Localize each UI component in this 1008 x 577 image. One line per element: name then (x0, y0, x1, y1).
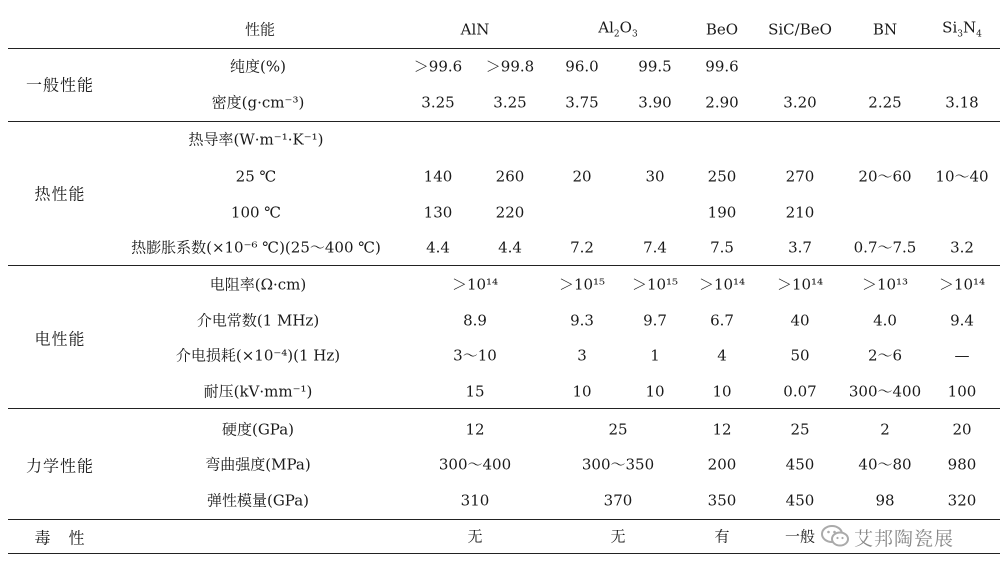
table-cell: 1 (650, 346, 660, 365)
label-resistivity: 电阻率(Ω·cm) (209, 275, 307, 294)
table-cell: 20 (952, 420, 972, 439)
table-cell: 100 (947, 382, 977, 401)
table-cell: 3.18 (945, 93, 979, 112)
table-cell: ＞10¹⁴ (698, 275, 746, 294)
table-rule (8, 121, 1000, 122)
table-cell: 2.90 (705, 93, 739, 112)
header-beo: BeO (705, 20, 739, 39)
table-cell: 0.7～7.5 (853, 238, 917, 257)
table-cell: 220 (495, 203, 525, 222)
label-flexural-strength: 弯曲强度(MPa) (205, 455, 311, 474)
table-cell: 30 (645, 167, 665, 186)
label-dielectric-loss: 介电损耗(×10⁻⁴)(1 Hz) (175, 346, 341, 365)
table-cell: 99.6 (705, 57, 739, 76)
table-cell: 50 (790, 346, 810, 365)
table-cell: 450 (785, 491, 815, 510)
table-cell: 99.5 (638, 57, 672, 76)
table-cell: 4.0 (873, 311, 897, 330)
table-cell: 3.90 (638, 93, 672, 112)
table-cell: 370 (603, 491, 633, 510)
table-cell: 260 (495, 167, 525, 186)
table-cell: 300～400 (438, 455, 512, 474)
table-cell: 3.7 (788, 238, 812, 257)
table-cell: 15 (465, 382, 485, 401)
header-property: 性能 (244, 20, 276, 39)
table-cell: ＞10¹⁵ (631, 275, 679, 294)
table-cell: 40～80 (858, 455, 912, 474)
table-cell: ＞10¹⁵ (558, 275, 606, 294)
label-withstand-voltage: 耐压(kV·mm⁻¹) (203, 382, 313, 401)
table-cell: 2.25 (868, 93, 902, 112)
table-cell: 无 (467, 527, 483, 546)
table-cell: 10 (712, 382, 732, 401)
table-cell: ＞10¹⁴ (451, 275, 499, 294)
table-cell: 3.25 (421, 93, 455, 112)
table-cell: 10 (645, 382, 665, 401)
table-cell: 3.2 (950, 238, 974, 257)
table-cell: — (954, 346, 970, 365)
table-cell: 有 (714, 527, 730, 546)
header-al2o3: $Al_2O_3$ (598, 18, 638, 40)
table-cell: 4 (717, 346, 727, 365)
table-cell: 25 (608, 420, 628, 439)
table-cell: 3.75 (565, 93, 599, 112)
label-density: 密度(g·cm⁻³) (211, 93, 305, 112)
group-electrical: 电性能 (34, 329, 86, 349)
table-cell: 96.0 (565, 57, 599, 76)
table-cell: 7.2 (570, 238, 594, 257)
table-cell: 9.4 (950, 311, 974, 330)
table-rule (8, 408, 1000, 409)
wechat-icon (820, 523, 850, 549)
table-cell: 无 (610, 527, 626, 546)
table-rule (8, 265, 1000, 266)
table-cell: 7.5 (710, 238, 734, 257)
table-cell: 9.3 (570, 311, 594, 330)
table-cell: 350 (707, 491, 737, 510)
label-elastic-modulus: 弹性模量(GPa) (206, 491, 310, 510)
table-cell: 3～10 (453, 346, 497, 365)
table-cell: 98 (875, 491, 895, 510)
table-cell: 300～350 (581, 455, 655, 474)
table-cell: 2 (880, 420, 890, 439)
table-cell: 130 (423, 203, 453, 222)
table-cell: 一般 (784, 527, 816, 546)
table-cell: ＞10¹⁴ (776, 275, 824, 294)
label-100c: 100 ℃ (230, 203, 282, 222)
table-cell: 12 (712, 420, 732, 439)
header-aln: AlN (460, 20, 490, 39)
table-cell: ＞10¹⁴ (938, 275, 986, 294)
table-cell: 20 (572, 167, 592, 186)
label-purity: 纯度(%) (230, 57, 286, 76)
table-rule (8, 553, 1000, 554)
group-mechanical: 力学性能 (25, 456, 95, 476)
table-cell: 7.4 (643, 238, 667, 257)
header-sic-beo: SiC/BeO (768, 20, 832, 39)
table-cell: 270 (785, 167, 815, 186)
header-bn: BN (872, 20, 898, 39)
label-25c: 25 ℃ (235, 167, 277, 186)
table-cell: 10～40 (935, 167, 989, 186)
table-cell: 6.7 (710, 311, 734, 330)
group-general: 一般性能 (25, 75, 95, 95)
table-cell: 25 (790, 420, 810, 439)
table-cell: 8.9 (463, 311, 487, 330)
table-cell: 3.25 (493, 93, 527, 112)
group-toxicity: 毒 性 (34, 528, 86, 548)
table-cell: 9.7 (643, 311, 667, 330)
label-thermal-conductivity: 热导率(W·m⁻¹·K⁻¹) (188, 130, 324, 149)
table-cell: 2～6 (867, 346, 903, 365)
table-cell: 0.07 (783, 382, 817, 401)
table-cell: 40 (790, 311, 810, 330)
table-cell: 320 (947, 491, 977, 510)
wechat-watermark (820, 520, 1000, 552)
table-cell: 3.20 (783, 93, 817, 112)
table-cell: ＞10¹³ (861, 275, 909, 294)
table-cell: 300～400 (848, 382, 922, 401)
table-cell: 310 (460, 491, 490, 510)
table-cell: ＞99.6 (413, 57, 463, 76)
table-cell: 210 (785, 203, 815, 222)
label-thermal-expansion: 热膨胀系数(×10⁻⁶ ℃)(25～400 ℃) (131, 238, 381, 257)
table-cell: 3 (577, 346, 587, 365)
table-cell: 200 (707, 455, 737, 474)
group-thermal: 热性能 (34, 184, 86, 204)
table-cell: 980 (947, 455, 977, 474)
table-cell: 10 (572, 382, 592, 401)
watermark-text: 艾邦陶瓷展 (854, 528, 955, 550)
label-dielectric-constant: 介电常数(1 MHz) (196, 311, 320, 330)
label-hardness: 硬度(GPa) (221, 420, 295, 439)
table-cell: 4.4 (426, 238, 450, 257)
table-cell: 450 (785, 455, 815, 474)
table-cell: ＞99.8 (485, 57, 535, 76)
header-si3n4: $Si_3N_4$ (942, 18, 982, 40)
table-cell: 4.4 (498, 238, 522, 257)
table-cell: 190 (707, 203, 737, 222)
table-cell: 140 (423, 167, 453, 186)
table-rule (8, 48, 1000, 49)
table-cell: 250 (707, 167, 737, 186)
table-cell: 12 (465, 420, 485, 439)
table-cell: 20～60 (858, 167, 912, 186)
